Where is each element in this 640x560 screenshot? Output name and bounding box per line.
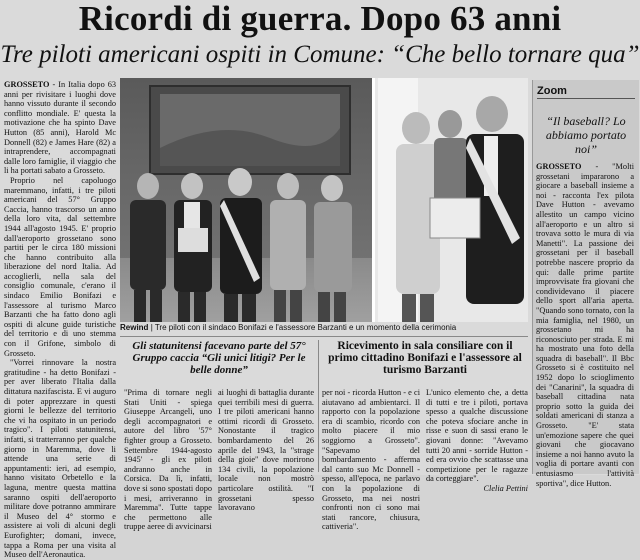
left-article-column [4,80,117,560]
left-paragraph: Proprio nel capoluogo maremmano, infatti, i tre piloti americani del 57° Gruppo Caccia, hanno trascorso un anno della loro vita, dal settembre 1944 all'agosto 1945. E' proprio dall'aeroporto grossetano sono partiti per le circa 180 missioni che hanno contribuito alla liberazione del nord Italia. Ad accoglierli, nella sala del consiglio comunale, c'erano il sindaco Emilio Bonifazi e l'assessore al turismo Marco Barzanti che ha fatto dono agli ospiti di alcune guide turistiche del territorio e di uno stemma con il Grifone, simbolo di Grosseto. [4,175,116,358]
left-paragraph: GROSSETO - In Italia dopo 63 anni per rivisitare i luoghi dove hanno vissuto durante il secondo conflitto mondiale. E' questa la motivazione che ha spinto Dave Hutton (85 anni), Harold Mc Donnell (82) e James Hare (82) a intraprendere, accompagnati dalle loro famiglie, il viaggio che li ha portati sabato a Grosseto. [4,80,117,176]
article-column: per noi - ricorda Hutton - e ci aiutavano ad ambientarci. Il rapporto con la popolazione era di scambio, ricordo con molto piacere il mio soggiorno a Grosseto". "Sapevamo del bombardamento - afferma dal canto suo Mc Donnell - spesso, all'epoca, ne parlavo con la popolazione di Grosseto, ma nei nostri confronti non ci sono mai stati rancore, chiusura, cattiveria". [322,388,420,532]
ceremony-photo [120,78,528,322]
sub-title-left: Gli statunitensi facevano parte del 57° Gruppo caccia “Gli unici litigi? Per le belle donne” [132,340,306,376]
divider [120,336,528,337]
zoom-dateline: GROSSETO [536,162,582,171]
left-paragraph: "Vorrei rinnovare la nostra gratitudine - ha detto Bonifazi - per aver liberato l'Italia dalla dittatura nazifascista. E vi auguro di poter apprezzare in questi giorni le bellezze del territorio che vi ha ospitato in un periodo tragico". I piloti statunitensi, infatti, si tratterranno per qualche giorno in Maremma, dove li attende una serie di appuntamenti: ieri, ad esempio, hanno visitato Orbetello e la laguna, mentre questa mattina saranno ospiti dell'aeroporto militare dove potranno ammirare il Museo del 4° stormo e assistere ai voli di alcuni degli Eurofighter; domani, invece, tappa a Roma per una visita al Museo dell'Aeronautica. [4,358,116,560]
zoom-quote: “Il baseball? Lo abbiamo portato noi” [545,114,627,156]
caption-label: Rewind [120,323,149,332]
subhead: Tre piloti americani ospiti in Comune: “Che bello tornare qua” [0,41,640,68]
zoom-label: Zoom [537,84,635,99]
sub-title-right: Ricevimento in sala consiliare con il primo cittadino Bonifazi e l'assessore al turismo Barzanti [328,340,522,376]
caption-text: | Tre piloti con il sindaco Bonifazi e l'assessore Barzanti e un momento della cerimonia [150,323,457,332]
byline: Clelia Pettini [483,483,528,493]
headline: Ricordi di guerra. Dopo 63 anni [78,0,562,38]
article-column: L'unico elemento che, a detta di tutti e tre i piloti, portava spesso a qualche discussione che poteva sfociare anche in risse e suon di sassi erano le giovani donne: "Avevamo tutti 20 anni - sorride Hutton - ed era ovvio che scattasse una competizione per le ragazze da corteggiare". Clelia Pettini [426,388,528,493]
dateline: GROSSETO [4,80,50,89]
zoom-article-body: GROSSETO - "Molti grossetani impararono a giocare a baseball insieme a noi - racconta l'ex pilota Dave Hutton - avevamo allestito un campo vicino all'aeroporto e un altro si trovava sotto le mura di via Manetti". La passione dei grossetani per il baseball potrebbe nascere proprio da qui: dalle prime partite improvvisate fra giovani che condividevano il piacere dello sport all'aria aperta. "Quando sono tornato, con la mia famiglia, nel 1980, un grossetano mi ha riconosciuto per strada. E mi ha mostrato una foto della squadra di baseball". Il Bbc Grosseto si è costituito nel 1952 dopo lo scioglimento dei "Canarini", la squadra di baseball cittadina nata proprio sotto la guida dei soldati americani di stanza a Grosseto. "E' stata un'emozione sapere che quei giovani che giocavano insieme a noi hanno avuto la voglia di portare avanti con entusiasmo l'attività sportiva", dice Hutton. [536,162,634,488]
photo-caption [120,322,528,334]
article-column: "Prima di tornare negli Stati Uniti - spiega Giuseppe Arcangeli, uno degli accompagnatori e autore del libro '57° fighter group a Grosseto. Settembre 1944-agosto 1945' - gli ex piloti andranno anche in Corsica. Da lì, infatti, dove si sono spostati dopo i mesi, arriveranno in Maremma". Tutte tappe che permettono alle truppe aeree di avvicinarsi [124,388,212,532]
column-divider [318,340,319,472]
article-column: ai luoghi di battaglia durante quei terribili mesi di guerra. I tre piloti americani hanno ottimi ricordi di Grosseto. Nonostante il tragico bombardamento del 26 aprile del 1943, la "strage della gioie" dove morirono 134 civili, la popolazione locale non mostrò particolare ostilità. "I grossetani spesso lavoravano [218,388,314,513]
photo-illustration [120,78,528,322]
